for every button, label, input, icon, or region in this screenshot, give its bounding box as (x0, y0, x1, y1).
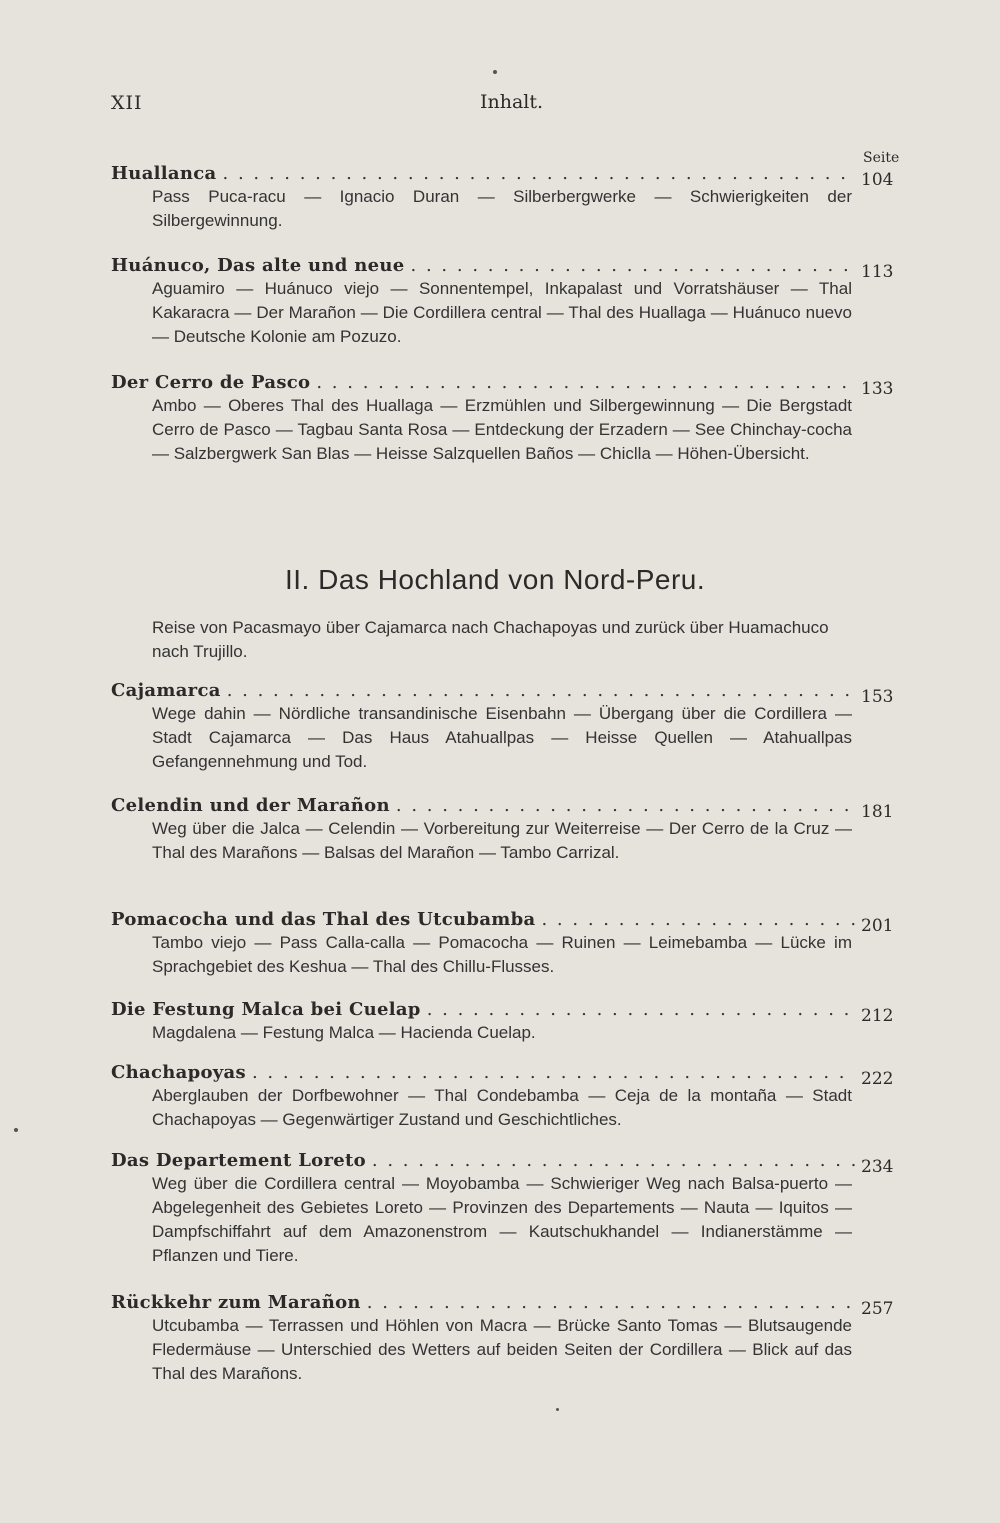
toc-entry-page: 257 (861, 1299, 894, 1319)
toc-entry (111, 163, 901, 233)
toc-entry (111, 680, 901, 774)
leader-dots (372, 1150, 855, 1171)
toc-entry-description: Weg über die Jalca — Celendin — Vorbereitung zur Weiterreise — Der Cerro de la Cruz — Thal des Marañons — Balsas del Marañon — Tambo Carrizal. (152, 819, 852, 862)
toc-entry-page: 234 (861, 1157, 894, 1177)
toc-entry-title: Huallanca (111, 163, 217, 184)
toc-entry-description: Magdalena — Festung Malca — Hacienda Cuelap. (152, 1023, 536, 1042)
page-number: XII (111, 92, 143, 114)
leader-dots (252, 1062, 855, 1083)
toc-entry-description: Weg über die Cordillera central — Moyobamba — Schwieriger Weg nach Balsa-puerto — Abgelegenheit des Gebietes Loreto — Provinzen des Departements — Nauta — Iquitos — Dampfschiffahrt auf dem Amazonenstrom — Kautschukhandel — Indianerstämme — Pflanzen und Tiere. (152, 1174, 852, 1265)
toc-entry-heading (111, 372, 901, 399)
toc-entry-title: Celendin und der Marañon (111, 795, 390, 816)
toc-entry-description: Pass Puca-racu — Ignacio Duran — Silberbergwerke — Schwierigkeiten der Silbergewinnung. (152, 187, 852, 230)
page-column-label: Seite (863, 150, 900, 166)
toc-entry (111, 255, 901, 349)
toc-entry-description: Aberglauben der Dorfbewohner — Thal Condebamba — Ceja de la montaña — Stadt Chachapoyas — Gegenwärtiger Zustand und Geschichtliches. (152, 1086, 852, 1129)
toc-entry-description: Utcubamba — Terrassen und Höhlen von Macra — Brücke Santo Tomas — Blutsaugende Fledermäuse — Unterschied des Wetters auf beiden Seiten der Cordillera — Blick auf das Thal des Marañons. (152, 1316, 852, 1383)
toc-entry-title: Rückkehr zum Marañon (111, 1292, 361, 1313)
toc-entry (111, 795, 901, 865)
leader-dots (411, 255, 855, 276)
toc-entry-title: Huánuco, Das alte und neue (111, 255, 405, 276)
section-title: II. Das Hochland von Nord-Peru. (285, 564, 706, 595)
toc-entry-description: Tambo viejo — Pass Calla-calla — Pomacocha — Ruinen — Leimebamba — Lücke im Sprachgebiet des Keshua — Thal des Chillu-Flusses. (152, 933, 852, 976)
toc-entry-heading (111, 255, 901, 282)
running-title: Inhalt. (480, 91, 544, 113)
toc-entry-heading (111, 1292, 901, 1319)
toc-entry-heading (111, 163, 901, 190)
leader-dots (541, 909, 855, 930)
toc-entry-heading (111, 795, 901, 822)
paper-speck (493, 70, 497, 74)
toc-entry-heading (111, 909, 901, 936)
paper-speck (14, 1128, 18, 1132)
toc-entry-page: 181 (861, 802, 894, 822)
paper-speck (556, 1408, 559, 1411)
leader-dots (396, 795, 855, 816)
toc-entry (111, 1292, 901, 1386)
toc-entry-heading (111, 1150, 901, 1177)
toc-entry-title: Cajamarca (111, 680, 221, 701)
toc-entry (111, 999, 901, 1045)
toc-entry-title: Das Departement Loreto (111, 1150, 366, 1171)
toc-entry-title: Chachapoyas (111, 1062, 246, 1083)
toc-entry (111, 1150, 901, 1268)
toc-entry (111, 909, 901, 979)
toc-entry-description: Aguamiro — Huánuco viejo — Sonnentempel, Inkapalast und Vorratshäuser — Thal Kakaracra — Der Marañon — Die Cordillera central — Thal des Huallaga — Huánuco nuevo — Deutsche Kolonie am Pozuzo. (152, 279, 852, 346)
toc-entry-page: 153 (861, 687, 894, 707)
toc-entry-title: Der Cerro de Pasco (111, 372, 311, 393)
toc-entry-heading (111, 680, 901, 707)
toc-entry-title: Die Festung Malca bei Cuelap (111, 999, 421, 1020)
leader-dots (223, 163, 855, 184)
leader-dots (427, 999, 855, 1020)
leader-dots (227, 680, 855, 701)
toc-entry-heading (111, 1062, 901, 1089)
toc-entry-page: 212 (861, 1006, 894, 1026)
toc-entry-page: 104 (861, 170, 894, 190)
toc-entry-page: 113 (861, 262, 894, 282)
leader-dots (316, 372, 855, 393)
toc-entry-description: Wege dahin — Nördliche transandinische Eisenbahn — Übergang über die Cordillera — Stadt Cajamarca — Das Haus Atahuallpas — Heisse Quellen — Atahuallpas Gefangennehmung und Tod. (152, 704, 852, 771)
toc-entry-page: 222 (861, 1069, 894, 1089)
toc-entry-title: Pomacocha und das Thal des Utcubamba (111, 909, 536, 930)
toc-entry-description: Ambo — Oberes Thal des Huallaga — Erzmühlen und Silbergewinnung — Die Bergstadt Cerro de Pasco — Tagbau Santa Rosa — Entdeckung der Erzadern — See Chinchay-cocha — Salzbergwerk San Blas — Heisse Salzquellen Baños — Chiclla — Höhen-Übersicht. (152, 396, 852, 463)
toc-entry-heading (111, 999, 901, 1026)
section-intro: Reise von Pacasmayo über Cajamarca nach Chachapoyas und zurück über Huamachuco nach Trujillo. (152, 618, 829, 661)
leader-dots (367, 1292, 855, 1313)
toc-entry (111, 1062, 901, 1132)
toc-entry (111, 372, 901, 466)
toc-entry-page: 201 (861, 916, 894, 936)
toc-entry-page: 133 (861, 379, 894, 399)
